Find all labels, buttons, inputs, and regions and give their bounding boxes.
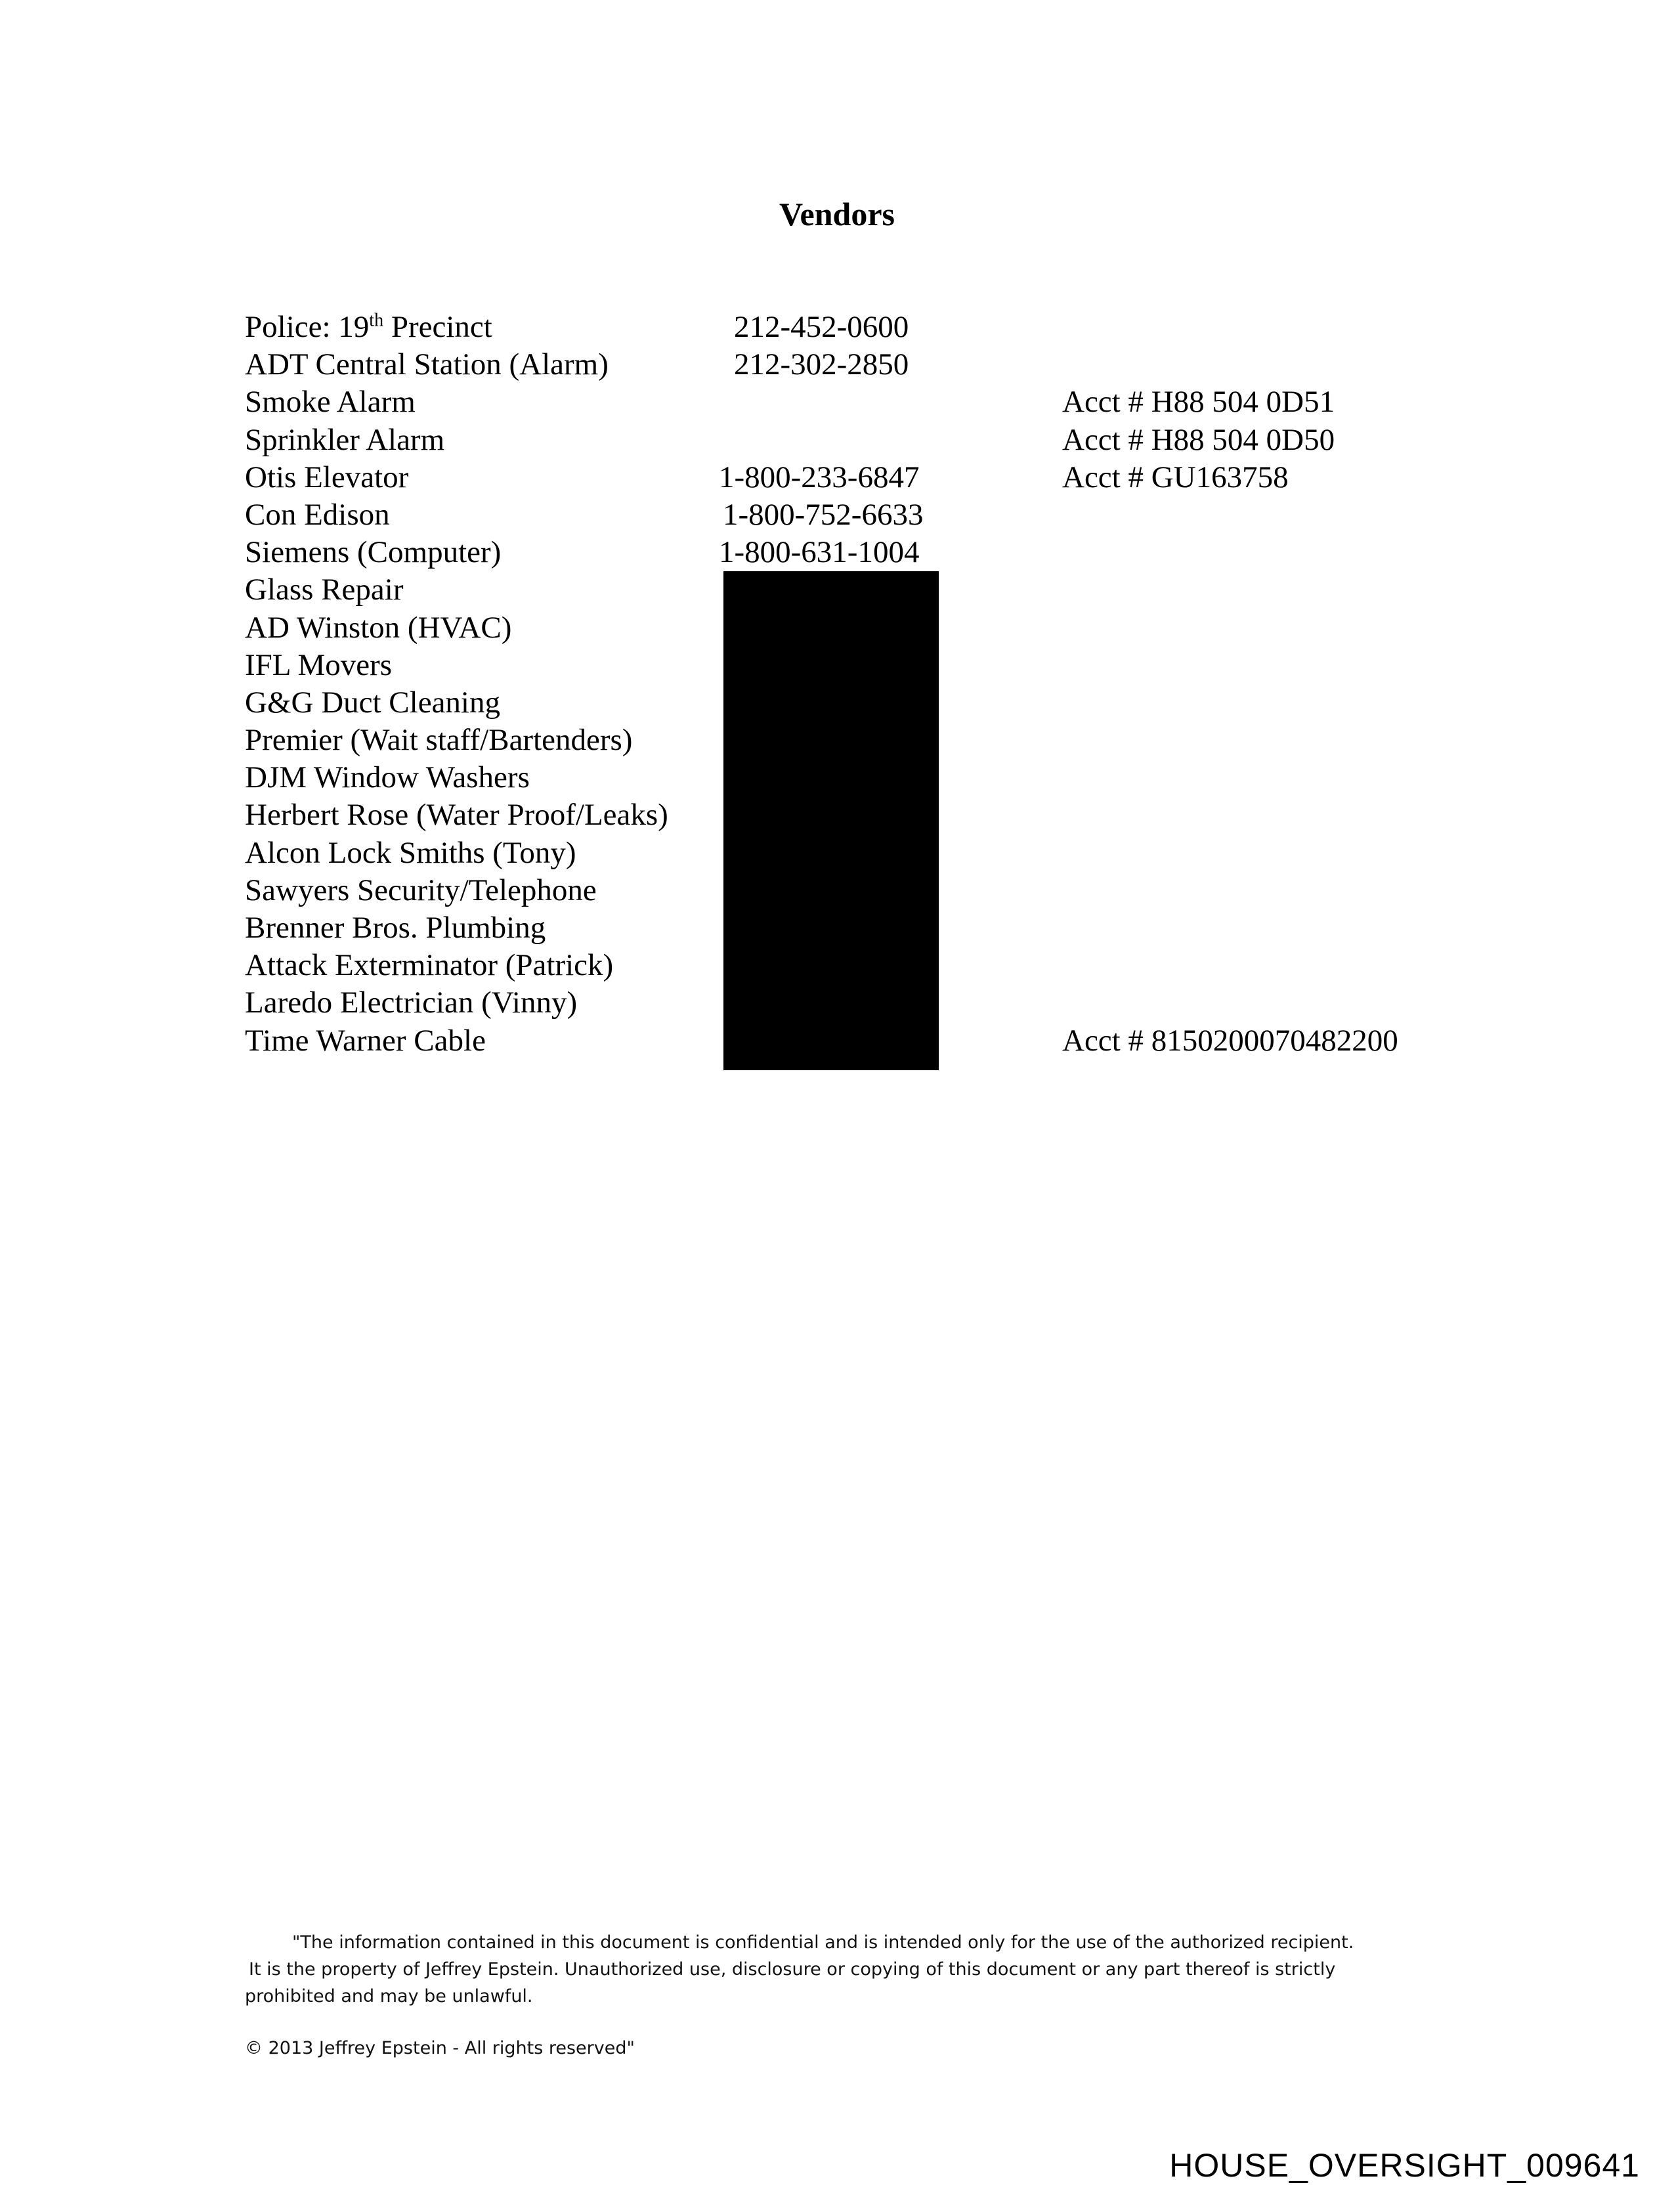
vendor-name: Smoke Alarm [245,385,416,420]
bates-number: HOUSE_OVERSIGHT_009641 [1169,2147,1640,2184]
vendor-row [245,459,1492,496]
footer-line: It is the property of Jeffrey Epstein. Unauthorized use, disclosure or copying of this document or any part thereof is strictly [249,1959,1336,1980]
vendor-phone: 212-452-0600 [734,310,909,344]
footer-line: prohibited and may be unlawful. [245,1986,533,2006]
vendor-name: Sprinkler Alarm [245,422,445,457]
vendor-name: ADT Central Station (Alarm) [245,347,609,382]
vendor-row [245,496,1492,534]
vendor-row [245,534,1492,571]
vendor-row [245,422,1492,459]
vendor-phone: 1-800-752-6633 [723,497,924,532]
vendor-name: DJM Window Washers [245,760,530,795]
vendor-name: Glass Repair [245,573,404,607]
vendor-name: Premier (Wait staff/Bartenders) [245,723,633,758]
vendor-name: Time Warner Cable [245,1023,486,1058]
vendor-account: Acct # GU163758 [1062,460,1289,494]
vendor-name: Brenner Bros. Plumbing [245,911,546,945]
vendor-account: Acct # H88 504 0D50 [1062,422,1335,457]
vendor-phone: 212-302-2850 [734,347,909,382]
vendor-row [245,309,1492,346]
ordinal-suffix: th [369,310,384,331]
vendor-account: Acct # H88 504 0D51 [1062,385,1335,420]
vendor-name: IFL Movers [245,647,393,682]
vendor-name: Herbert Rose (Water Proof/Leaks) [245,798,668,833]
vendor-row [245,383,1492,421]
confidentiality-footer [245,1929,1427,2062]
footer-line: "The information contained in this document is confidential and is intended only for the use of the authorized recipient. [292,1932,1354,1953]
vendor-name: Con Edison [245,497,390,532]
vendor-name: G&G Duct Cleaning [245,685,500,720]
vendor-name: Alcon Lock Smiths (Tony) [245,835,576,870]
vendor-name-prefix: Police: 19 [245,310,370,344]
vendor-account: Acct # 8150200070482200 [1062,1023,1398,1058]
vendor-phone: 1-800-233-6847 [719,460,920,494]
copyright-notice: © 2013 Jeffrey Epstein - All rights reserved" [245,2038,635,2058]
vendor-name: Attack Exterminator (Patrick) [245,948,614,983]
vendor-name: Siemens (Computer) [245,535,502,570]
vendor-phone: 1-800-631-1004 [719,535,920,570]
vendor-name: Laredo Electrician (Vinny) [245,986,578,1020]
vendor-name [245,309,492,346]
vendor-name: Otis Elevator [245,460,409,494]
vendor-name-suffix: Precinct [383,310,492,344]
vendor-row [245,346,1492,383]
page-title: Vendors [779,196,895,232]
vendor-name: AD Winston (HVAC) [245,610,512,645]
vendor-name: Sawyers Security/Telephone [245,873,597,907]
redaction-box [723,571,939,1070]
